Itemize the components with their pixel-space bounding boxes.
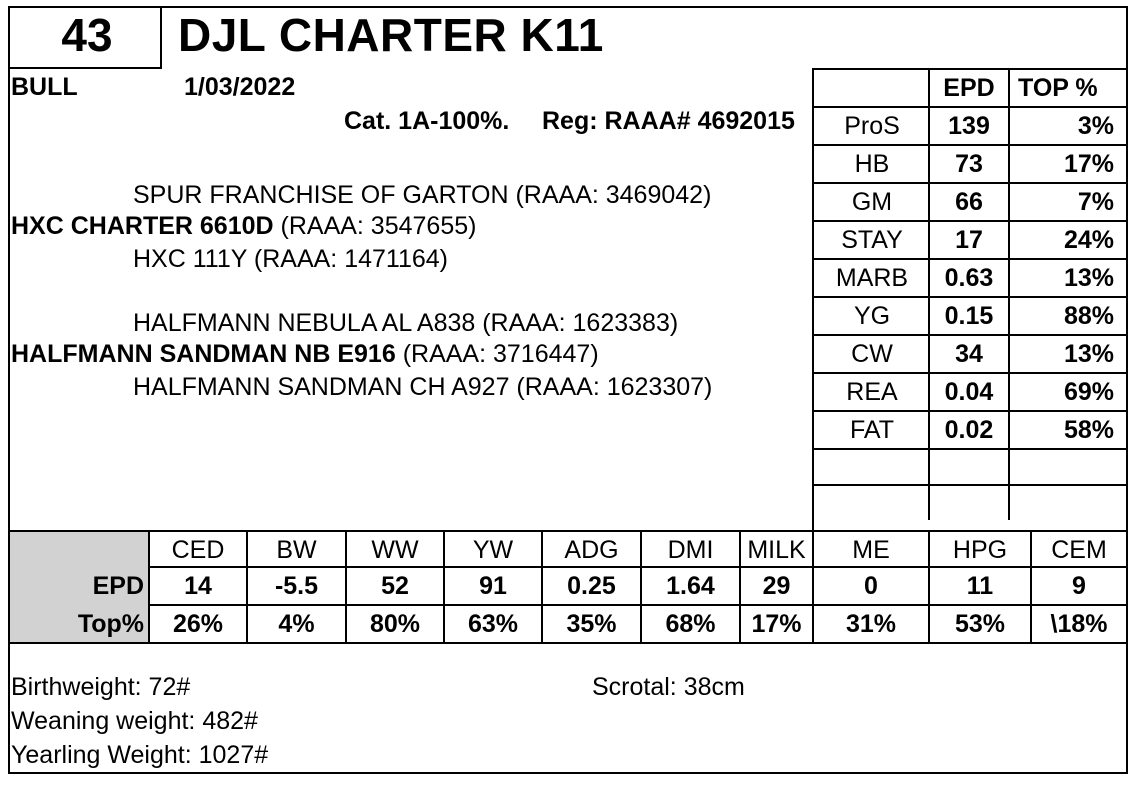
col-top-adg: 35% xyxy=(566,610,617,638)
col-epd-me: 0 xyxy=(864,572,878,600)
trait-cw: CW xyxy=(851,340,893,368)
top-yg: 88% xyxy=(1063,302,1114,330)
right-table-rowline xyxy=(812,448,1128,450)
col-top-me: 31% xyxy=(845,610,897,638)
epd-yg: 0.15 xyxy=(944,302,994,330)
col-top-ced: 26% xyxy=(172,610,224,638)
top-stay: 24% xyxy=(1063,226,1114,254)
top-marb: 13% xyxy=(1063,264,1114,292)
dam-dam: HALFMANN SANDMAN CH A927 (RAAA: 1623307) xyxy=(133,373,713,401)
birthweight: Birthweight: 72# xyxy=(11,673,191,701)
right-table-rowline xyxy=(812,258,1128,260)
col-trait-dmi: DMI xyxy=(667,536,714,564)
col-epd-dmi: 1.64 xyxy=(666,572,715,600)
registration: Reg: RAAA# 4692015 xyxy=(542,107,795,135)
sire xyxy=(11,211,476,241)
epd-gm: 66 xyxy=(955,188,983,216)
col-trait-hpg: HPG xyxy=(952,536,1008,564)
col-top-ww: 80% xyxy=(369,610,421,638)
top-cw: 13% xyxy=(1063,340,1114,368)
weaning-weight: Weaning weight: 482# xyxy=(11,707,258,735)
epd-pros: 139 xyxy=(948,112,990,140)
top-rea: 69% xyxy=(1063,378,1114,406)
right-table-rowline xyxy=(812,410,1128,412)
col-trait-bw: BW xyxy=(276,536,317,564)
birth-date: 1/03/2022 xyxy=(184,73,296,101)
trait-marb: MARB xyxy=(835,264,909,292)
epd-rea: 0.04 xyxy=(944,378,994,406)
col-epd-yw: 91 xyxy=(479,572,507,600)
trait-stay: STAY xyxy=(841,226,903,254)
dam xyxy=(11,339,599,369)
yearling-weight: Yearling Weight: 1027# xyxy=(11,741,269,769)
bottom-table-corner-shade xyxy=(10,532,148,566)
epd-fat: 0.02 xyxy=(944,416,994,444)
right-table-rowline xyxy=(812,144,1128,146)
col-top-yw: 63% xyxy=(467,610,519,638)
col-trait-me: ME xyxy=(852,536,890,564)
right-table-rowline xyxy=(812,484,1128,486)
col-epd-ced: 14 xyxy=(184,572,212,600)
col-epd-milk: 29 xyxy=(762,572,791,600)
top-pros: 3% xyxy=(1077,112,1114,140)
dam-registration: (RAAA: 3716447) xyxy=(395,340,599,368)
sex-label: BULL xyxy=(11,73,78,101)
animal-name: DJL CHARTER K11 xyxy=(178,9,604,61)
col-top-dmi: 68% xyxy=(665,610,716,638)
trait-fat: FAT xyxy=(850,416,894,444)
epd-hb: 73 xyxy=(955,150,983,178)
dam-name: HALFMANN SANDMAN NB E916 xyxy=(11,340,396,368)
col-top-hpg: 53% xyxy=(954,610,1006,638)
trait-rea: REA xyxy=(846,378,898,406)
row-label-top: Top% xyxy=(77,610,144,638)
right-table-rowline xyxy=(812,106,1128,108)
col-trait-milk: MILK xyxy=(747,536,806,564)
right-table-top-border xyxy=(812,68,1128,70)
right-table-rowline xyxy=(812,334,1128,336)
sire-name: HXC CHARTER 6610D xyxy=(11,212,274,240)
col-trait-ced: CED xyxy=(171,536,225,564)
trait-pros: ProS xyxy=(844,112,900,140)
trait-hb: HB xyxy=(854,150,890,178)
right-table-left-border xyxy=(812,68,814,530)
right-table-rowline xyxy=(812,220,1128,222)
header-divider xyxy=(160,6,162,68)
col-epd-bw: -5.5 xyxy=(274,572,319,600)
col-trait-ww: WW xyxy=(371,536,419,564)
col-trait-yw: YW xyxy=(472,536,514,564)
right-table-header-epd: EPD xyxy=(943,74,995,102)
sire-sire: SPUR FRANCHISE OF GARTON (RAAA: 3469042) xyxy=(133,181,712,209)
col-epd-cem: 9 xyxy=(1072,572,1086,600)
row-label-epd: EPD xyxy=(92,572,144,600)
right-table-rowline xyxy=(812,372,1128,374)
scrotal: Scrotal: 38cm xyxy=(592,673,745,701)
right-table-rowline xyxy=(812,296,1128,298)
trait-yg: YG xyxy=(853,302,891,330)
col-top-bw: 4% xyxy=(278,610,315,638)
dam-sire: HALFMANN NEBULA AL A838 (RAAA: 1623383) xyxy=(133,309,679,337)
header-underline xyxy=(8,67,162,69)
bottom-table-bottom-border xyxy=(8,642,1128,644)
col-top-milk: 17% xyxy=(751,610,802,638)
col-trait-cem: CEM xyxy=(1051,536,1107,564)
sire-dam: HXC 111Y (RAAA: 1471164) xyxy=(133,245,448,273)
trait-gm: GM xyxy=(851,188,893,216)
top-hb: 17% xyxy=(1063,150,1114,178)
right-table-header-top: TOP % xyxy=(1018,74,1098,102)
category: Cat. 1A-100%. xyxy=(344,107,510,135)
col-epd-hpg: 11 xyxy=(966,572,994,600)
col-epd-ww: 52 xyxy=(381,572,409,600)
sire-registration: (RAAA: 3547655) xyxy=(273,212,477,240)
epd-marb: 0.63 xyxy=(944,264,994,292)
top-fat: 58% xyxy=(1063,416,1114,444)
epd-stay: 17 xyxy=(955,226,983,254)
right-table-rowline xyxy=(812,182,1128,184)
col-top-cem: \18% xyxy=(1050,610,1108,638)
lot-number: 43 xyxy=(61,9,113,61)
col-trait-adg: ADG xyxy=(564,536,619,564)
epd-cw: 34 xyxy=(955,340,983,368)
top-gm: 7% xyxy=(1077,188,1114,216)
col-epd-adg: 0.25 xyxy=(567,572,616,600)
